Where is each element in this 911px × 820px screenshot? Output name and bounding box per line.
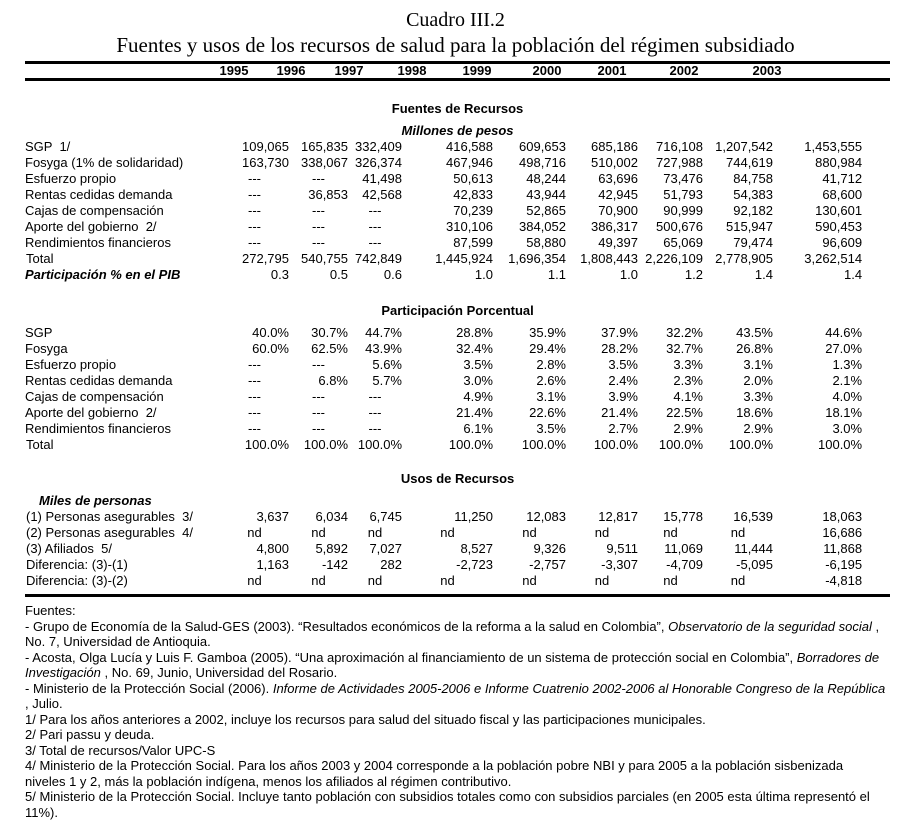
value-cell: ---	[248, 405, 261, 420]
section-heading: Participación Porcentual	[381, 302, 534, 318]
value-cell: 384,052	[519, 219, 566, 234]
value-cell: 43.9%	[365, 341, 402, 356]
value-cell: ---	[248, 357, 261, 372]
footnote-text: Informe de Actividades 2005-2006 e Informe Cuatrenio 2002-2006 al Honorable Congreso de la República	[272, 680, 886, 696]
value-cell: 18.1%	[825, 405, 863, 420]
value-cell: 1.2	[684, 267, 703, 282]
section-heading: Fuentes de Recursos	[391, 100, 524, 116]
section-participacion_porcentual	[25, 283, 890, 453]
row-label: Rendimientos financieros	[25, 421, 171, 436]
value-cell: -5,095	[736, 557, 773, 572]
value-cell: 3.3%	[673, 357, 703, 372]
table-row	[25, 421, 890, 437]
value-cell: ---	[368, 203, 382, 218]
value-cell: 326,374	[355, 155, 402, 170]
table-row	[25, 541, 890, 557]
year-header: 1996	[276, 63, 306, 78]
value-cell: 5,892	[315, 541, 348, 556]
row-label: (3) Afiliados 5/	[26, 541, 112, 556]
value-cell: 2.3%	[673, 373, 703, 388]
year-header: 2002	[669, 63, 699, 78]
year-header: 2003	[752, 63, 782, 78]
value-cell: 685,186	[591, 139, 638, 154]
value-cell: 1,696,354	[508, 251, 566, 266]
value-cell: 16,686	[822, 525, 863, 540]
value-cell: -4,818	[825, 573, 863, 588]
value-cell: 11,069	[664, 541, 703, 556]
table-row	[25, 341, 890, 357]
footnote-text: - Acosta, Olga Lucía y Luis F. Gamboa (2005). “Una aproximación al financiamiento de un sistema de protección social en Colombia”,	[25, 649, 797, 665]
value-cell: 87,599	[453, 235, 493, 250]
value-cell: 100.0%	[818, 437, 863, 452]
value-cell: 130,601	[815, 203, 863, 218]
footnote-text: 4/ Ministerio de la Protección Social. Para los años 2003 y 2004 corresponde a la población pobre NBI y para 2005 a la población sisbenizada niveles 1 y 2, más la población indígena, menos los afiliados al régimen contributivo.	[25, 758, 844, 789]
value-cell: 2,226,109	[645, 251, 703, 266]
table-row	[25, 203, 890, 219]
value-cell: 48,244	[526, 171, 566, 186]
value-cell: 96,609	[822, 235, 863, 250]
value-cell: nd	[311, 573, 326, 588]
value-cell: ---	[312, 203, 325, 218]
value-cell: 2.4%	[608, 373, 638, 388]
value-cell: ---	[368, 219, 382, 234]
value-cell: 42,833	[453, 187, 493, 202]
value-cell: 11,250	[454, 509, 493, 524]
value-cell: ---	[248, 171, 261, 186]
value-cell: 16,539	[733, 509, 773, 524]
value-cell: 15,778	[663, 509, 703, 524]
table-row	[25, 405, 890, 421]
footnote-line	[25, 650, 886, 681]
value-cell: ---	[368, 405, 382, 420]
value-cell: 73,476	[663, 171, 703, 186]
section-heading-row	[25, 81, 890, 123]
value-cell: 18,063	[822, 509, 863, 524]
row-label: Aporte del gobierno 2/	[25, 405, 157, 420]
section-heading-row	[25, 453, 890, 493]
value-cell: 3.3%	[743, 389, 773, 404]
value-cell: 22.6%	[529, 405, 566, 420]
value-cell: 500,676	[656, 219, 703, 234]
footnote-line	[25, 603, 886, 619]
value-cell: 100.0%	[357, 437, 402, 452]
value-cell: 92,182	[733, 203, 773, 218]
footnote-text: 2/ Pari passu y deuda.	[25, 727, 155, 742]
row-label: Diferencia: (3)-(1)	[26, 557, 128, 572]
value-cell: 21.4%	[601, 405, 638, 420]
table-row	[25, 155, 890, 171]
row-label: Rendimientos financieros	[25, 235, 171, 250]
value-cell: 11,444	[734, 541, 773, 556]
value-cell: -6,195	[825, 557, 863, 572]
value-cell: 36,853	[308, 187, 348, 202]
value-cell: 35.9%	[529, 325, 566, 340]
section-subheading: Miles de personas	[39, 493, 152, 508]
value-cell: 8,527	[460, 541, 493, 556]
year-header: 1999	[462, 63, 492, 78]
value-cell: 1.4	[754, 267, 773, 282]
year-header: 2001	[597, 63, 627, 78]
value-cell: 2.6%	[536, 373, 566, 388]
row-label: SGP	[25, 325, 53, 340]
value-cell: 9,511	[606, 541, 638, 556]
table-row	[25, 267, 890, 283]
value-cell: 43.5%	[736, 325, 773, 340]
value-cell: 4.1%	[673, 389, 703, 404]
footnote-line	[25, 712, 886, 728]
value-cell: 44.6%	[825, 325, 863, 340]
value-cell: 32.7%	[666, 341, 703, 356]
value-cell: nd	[594, 573, 610, 588]
value-cell: 6.8%	[318, 373, 348, 388]
value-cell: ---	[312, 405, 325, 420]
section-subheading-row	[25, 123, 890, 139]
value-cell: 41,498	[362, 171, 402, 186]
table-row	[25, 525, 890, 541]
value-cell: 3.5%	[608, 357, 638, 372]
footnote-line	[25, 681, 886, 712]
value-cell: 4.0%	[832, 389, 863, 404]
value-cell: -2,723	[456, 557, 493, 572]
row-label: Cajas de compensación	[25, 389, 164, 404]
table-row	[25, 373, 890, 389]
section-fuentes_de_recursos	[25, 81, 890, 283]
footnotes	[25, 603, 886, 820]
value-cell: 163,730	[242, 155, 289, 170]
footnote-text: - Grupo de Economía de la Salud-GES (2003). “Resultados económicos de la reforma a la salud en Colombia”,	[25, 618, 669, 634]
value-cell: 9,326	[533, 541, 566, 556]
value-cell: 32.4%	[456, 341, 493, 356]
year-header: 1995	[219, 63, 249, 78]
year-header-band	[25, 61, 890, 81]
row-label: (2) Personas asegurables 4/	[26, 525, 193, 540]
value-cell: 42,568	[362, 187, 402, 202]
value-cell: ---	[312, 235, 325, 250]
footnote-line	[25, 743, 886, 759]
value-cell: 100.0%	[303, 437, 348, 452]
row-label: Total	[26, 437, 54, 452]
value-cell: 338,067	[301, 155, 348, 170]
value-cell: 40.0%	[252, 325, 289, 340]
table-bottom-rule	[25, 594, 890, 597]
value-cell: 6.1%	[463, 421, 493, 436]
value-cell: 65,069	[663, 235, 703, 250]
value-cell: nd	[663, 525, 678, 540]
value-cell: 416,588	[446, 139, 493, 154]
value-cell: 3.0%	[463, 373, 493, 388]
footnote-text: Observatorio de la seguridad social	[668, 618, 872, 634]
value-cell: 2.1%	[832, 373, 863, 388]
value-cell: ---	[248, 203, 261, 218]
value-cell: -142	[321, 557, 348, 572]
row-label: Diferencia: (3)-(2)	[26, 573, 128, 588]
value-cell: 70,900	[598, 203, 638, 218]
value-cell: 12,817	[598, 509, 638, 524]
value-cell: 43,944	[526, 187, 566, 202]
section-heading: Usos de Recursos	[400, 471, 515, 486]
value-cell: nd	[522, 525, 537, 540]
value-cell: 0.3	[270, 267, 289, 282]
value-cell: 6,745	[369, 509, 402, 524]
value-cell: ---	[312, 357, 325, 372]
value-cell: 272,795	[242, 251, 289, 266]
value-cell: 100.0%	[593, 437, 638, 452]
value-cell: nd	[440, 573, 455, 588]
value-cell: nd	[311, 525, 326, 540]
row-label: Rentas cedidas demanda	[25, 373, 173, 388]
value-cell: 2.7%	[608, 421, 638, 436]
value-cell: 7,027	[369, 541, 402, 556]
footnote-text: 1/ Para los años anteriores a 2002, incluye los recursos para salud del situado fiscal y las participaciones municipales.	[25, 711, 706, 727]
footnote-text: , No. 7, Universidad de Antioquia.	[25, 618, 880, 649]
value-cell: 0.5	[329, 267, 348, 282]
value-cell: 100.0%	[244, 437, 289, 452]
value-cell: 100.0%	[728, 437, 773, 452]
value-cell: 386,317	[591, 219, 638, 234]
value-cell: 310,106	[446, 219, 493, 234]
value-cell: 37.9%	[601, 325, 638, 340]
table-row	[25, 251, 890, 267]
value-cell: 29.4%	[529, 341, 566, 356]
value-cell: 332,409	[355, 139, 402, 154]
value-cell: 1.3%	[832, 357, 863, 372]
footnote-text: 5/ Ministerio de la Protección Social. Incluye tanto población con subsidios totales como con subsidios parciales (en 2005 esta última representó el 11%).	[25, 789, 870, 820]
footnote-line	[25, 619, 886, 650]
value-cell: 63,696	[598, 171, 638, 186]
value-cell: 510,002	[591, 155, 638, 170]
value-cell: nd	[663, 573, 678, 588]
table-row	[25, 139, 890, 155]
row-label: Participación % en el PIB	[25, 267, 181, 282]
value-cell: 880,984	[815, 155, 863, 170]
section-subheading: Millones de pesos	[401, 123, 514, 138]
row-label: Esfuerzo propio	[25, 357, 117, 372]
value-cell: 3.5%	[463, 357, 493, 372]
row-label: Esfuerzo propio	[25, 171, 117, 186]
value-cell: 165,835	[301, 139, 348, 154]
value-cell: -4,709	[666, 557, 703, 572]
document-page	[0, 9, 911, 820]
value-cell: ---	[248, 187, 261, 202]
value-cell: 3.1%	[536, 389, 566, 404]
value-cell: 1,453,555	[804, 139, 863, 154]
value-cell: ---	[248, 235, 261, 250]
year-header: 1998	[397, 63, 427, 78]
value-cell: 50,613	[453, 171, 493, 186]
value-cell: 6,034	[315, 509, 348, 524]
value-cell: 1,163	[256, 557, 289, 572]
footnote-line	[25, 789, 886, 820]
value-cell: 49,397	[598, 235, 638, 250]
value-cell: 62.5%	[311, 341, 348, 356]
value-cell: 4,800	[256, 541, 289, 556]
value-cell: 12,083	[526, 509, 566, 524]
table-row	[25, 573, 890, 589]
value-cell: 70,239	[453, 203, 493, 218]
value-cell: 540,755	[301, 251, 348, 266]
table-row	[25, 389, 890, 405]
value-cell: ---	[368, 421, 382, 436]
value-cell: 60.0%	[252, 341, 289, 356]
value-cell: 52,865	[526, 203, 566, 218]
row-label: Fosyga	[25, 341, 68, 356]
row-label: Rentas cedidas demanda	[25, 187, 173, 202]
footnote-text: , Julio.	[25, 696, 63, 711]
value-cell: 90,999	[663, 203, 703, 218]
value-cell: nd	[730, 573, 746, 588]
value-cell: nd	[367, 573, 383, 588]
value-cell: 44.7%	[365, 325, 402, 340]
section-subheading-row	[25, 493, 890, 509]
value-cell: 3,262,514	[804, 251, 863, 266]
value-cell: 84,758	[733, 171, 773, 186]
value-cell: nd	[522, 573, 537, 588]
section-heading-row	[25, 283, 890, 325]
row-label: Total	[26, 251, 54, 266]
value-cell: -2,757	[529, 557, 566, 572]
value-cell: ---	[368, 235, 382, 250]
value-cell: ---	[248, 373, 261, 388]
value-cell: 1,445,924	[435, 251, 493, 266]
data-table	[25, 81, 890, 589]
footnote-line	[25, 758, 886, 789]
value-cell: ---	[312, 389, 325, 404]
value-cell: 590,453	[815, 219, 863, 234]
table-row	[25, 557, 890, 573]
table-row	[25, 171, 890, 187]
value-cell: 58,880	[526, 235, 566, 250]
value-cell: 2.0%	[743, 373, 773, 388]
value-cell: 1.1	[547, 267, 566, 282]
value-cell: 744,619	[726, 155, 773, 170]
value-cell: 3.9%	[608, 389, 638, 404]
table-row	[25, 357, 890, 373]
value-cell: 41,712	[822, 171, 863, 186]
value-cell: 727,988	[656, 155, 703, 170]
value-cell: nd	[730, 525, 746, 540]
value-cell: 742,849	[355, 251, 402, 266]
row-label: SGP 1/	[25, 139, 71, 154]
value-cell: 609,653	[519, 139, 566, 154]
value-cell: 18.6%	[736, 405, 773, 420]
table-row	[25, 325, 890, 341]
value-cell: 2.9%	[673, 421, 703, 436]
value-cell: 1.0	[619, 267, 638, 282]
footnote-text: Borradores de Investigación	[25, 649, 880, 680]
value-cell: nd	[367, 525, 383, 540]
value-cell: 28.2%	[601, 341, 638, 356]
value-cell: 1.0	[474, 267, 493, 282]
value-cell: 0.6	[383, 267, 402, 282]
footnote-text: 3/ Total de recursos/Valor UPC-S	[25, 742, 216, 758]
value-cell: 1.4	[844, 267, 863, 282]
table-row	[25, 509, 890, 525]
table-row	[25, 437, 890, 453]
table-title: Fuentes y usos de los recursos de salud para la población del régimen subsidiado	[116, 33, 795, 57]
value-cell: 3.5%	[536, 421, 566, 436]
row-label: Fosyga (1% de solidaridad)	[25, 155, 184, 170]
value-cell: 21.4%	[456, 405, 493, 420]
row-label: (1) Personas asegurables 3/	[26, 509, 193, 524]
value-cell: 51,793	[663, 187, 703, 202]
value-cell: 5.6%	[372, 357, 402, 372]
year-header: 1997	[334, 63, 364, 78]
value-cell: 282	[380, 557, 402, 572]
value-cell: ---	[248, 389, 261, 404]
value-cell: -3,307	[601, 557, 638, 572]
value-cell: 498,716	[519, 155, 566, 170]
value-cell: nd	[594, 525, 610, 540]
value-cell: 79,474	[733, 235, 773, 250]
value-cell: ---	[312, 219, 325, 234]
value-cell: 68,600	[822, 187, 863, 202]
value-cell: 716,108	[656, 139, 703, 154]
row-label: Aporte del gobierno 2/	[25, 219, 157, 234]
value-cell: 28.8%	[456, 325, 493, 340]
value-cell: 1,808,443	[580, 251, 638, 266]
value-cell: ---	[312, 171, 325, 186]
value-cell: nd	[247, 525, 262, 540]
table-number: Cuadro III.2	[406, 9, 505, 31]
value-cell: 27.0%	[825, 341, 863, 356]
value-cell: ---	[248, 219, 261, 234]
section-usos_de_recursos	[25, 453, 890, 589]
value-cell: ---	[312, 421, 325, 436]
value-cell: 3,637	[256, 509, 289, 524]
value-cell: 1,207,542	[715, 139, 773, 154]
row-label: Cajas de compensación	[25, 203, 164, 218]
value-cell: 54,383	[733, 187, 773, 202]
table-row	[25, 187, 890, 203]
value-cell: 42,945	[598, 187, 638, 202]
value-cell: 3.1%	[743, 357, 773, 372]
footnote-line	[25, 727, 886, 743]
value-cell: 22.5%	[666, 405, 703, 420]
value-cell: 30.7%	[311, 325, 348, 340]
value-cell: 467,946	[446, 155, 493, 170]
footnote-text: Fuentes:	[25, 603, 76, 618]
value-cell: ---	[368, 389, 382, 404]
value-cell: 32.2%	[666, 325, 703, 340]
value-cell: nd	[247, 573, 262, 588]
value-cell: 2,778,905	[715, 251, 773, 266]
value-cell: 3.0%	[832, 421, 863, 436]
value-cell: 26.8%	[736, 341, 773, 356]
footnote-text: - Ministerio de la Protección Social (2006).	[25, 680, 273, 696]
value-cell: 2.9%	[743, 421, 773, 436]
value-cell: 5.7%	[372, 373, 402, 388]
value-cell: ---	[248, 421, 261, 436]
value-cell: 100.0%	[521, 437, 566, 452]
table-row	[25, 235, 890, 251]
value-cell: nd	[440, 525, 455, 540]
footnote-text: , No. 69, Junio, Universidad del Rosario.	[100, 665, 338, 680]
value-cell: 100.0%	[448, 437, 493, 452]
value-cell: 109,065	[242, 139, 289, 154]
table-row	[25, 219, 890, 235]
value-cell: 515,947	[726, 219, 773, 234]
value-cell: 4.9%	[463, 389, 493, 404]
year-header: 2000	[532, 63, 562, 78]
value-cell: 11,868	[823, 541, 863, 556]
value-cell: 100.0%	[658, 437, 703, 452]
value-cell: 2.8%	[536, 357, 566, 372]
